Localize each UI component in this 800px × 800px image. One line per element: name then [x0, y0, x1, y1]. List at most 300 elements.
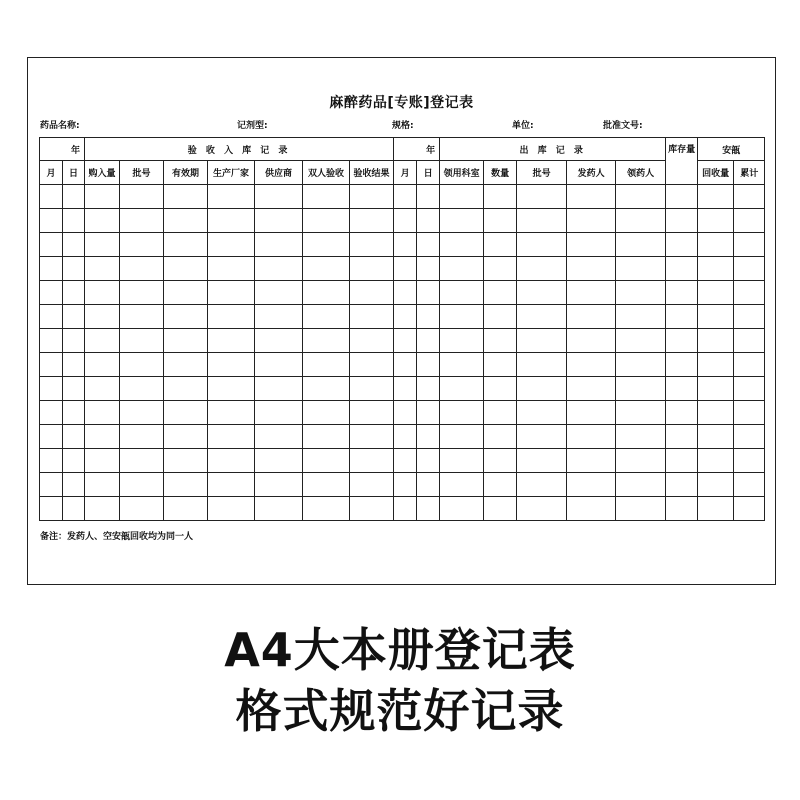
- blank-cell: [85, 329, 120, 353]
- out-year-cell: 年: [394, 138, 440, 161]
- blank-cell: [734, 377, 765, 401]
- blank-cell: [255, 377, 303, 401]
- register-form-sheet: [27, 57, 776, 585]
- blank-cell: [85, 449, 120, 473]
- blank-cell: [698, 353, 734, 377]
- blank-cell: [616, 281, 666, 305]
- blank-cell: [120, 233, 164, 257]
- drug-name-label: 药品名称:: [40, 121, 80, 131]
- out-col-batch: 批号: [517, 161, 567, 185]
- blank-cell: [440, 305, 484, 329]
- blank-cell: [63, 233, 85, 257]
- blank-cell: [85, 353, 120, 377]
- blank-cell: [303, 329, 350, 353]
- blank-cell: [164, 257, 208, 281]
- blank-cell: [734, 305, 765, 329]
- blank-cell: [303, 209, 350, 233]
- in-year-cell: 年: [40, 138, 85, 161]
- blank-cell: [567, 425, 616, 449]
- table-row: [40, 185, 765, 209]
- blank-cell: [255, 209, 303, 233]
- table-row: [40, 425, 765, 449]
- out-col-receiver: 领药人: [616, 161, 666, 185]
- blank-cell: [394, 281, 417, 305]
- table-row: [40, 329, 765, 353]
- blank-cell: [350, 377, 394, 401]
- blank-cell: [417, 401, 440, 425]
- table-row: [40, 353, 765, 377]
- blank-cell: [440, 281, 484, 305]
- blank-cell: [484, 305, 517, 329]
- blank-cell: [350, 185, 394, 209]
- blank-cell: [208, 281, 255, 305]
- blank-cell: [417, 233, 440, 257]
- blank-cell: [350, 281, 394, 305]
- blank-cell: [440, 449, 484, 473]
- blank-cell: [616, 305, 666, 329]
- blank-cell: [208, 185, 255, 209]
- blank-cell: [350, 449, 394, 473]
- blank-cell: [350, 473, 394, 497]
- blank-cell: [666, 353, 698, 377]
- blank-cell: [417, 377, 440, 401]
- out-col-dispenser: 发药人: [567, 161, 616, 185]
- blank-cell: [164, 497, 208, 521]
- blank-cell: [40, 281, 63, 305]
- blank-cell: [698, 305, 734, 329]
- blank-cell: [698, 185, 734, 209]
- blank-cell: [208, 449, 255, 473]
- out-col-month: 月: [394, 161, 417, 185]
- blank-cell: [567, 257, 616, 281]
- blank-cell: [567, 233, 616, 257]
- blank-cell: [63, 185, 85, 209]
- in-col-expiry: 有效期: [164, 161, 208, 185]
- blank-cell: [120, 425, 164, 449]
- blank-cell: [120, 281, 164, 305]
- blank-cell: [63, 257, 85, 281]
- blank-cell: [616, 497, 666, 521]
- blank-cell: [164, 329, 208, 353]
- blank-cell: [63, 329, 85, 353]
- blank-cell: [164, 185, 208, 209]
- blank-cell: [567, 497, 616, 521]
- blank-cell: [40, 449, 63, 473]
- blank-cell: [517, 233, 567, 257]
- blank-cell: [120, 305, 164, 329]
- blank-cell: [567, 401, 616, 425]
- blank-cell: [394, 449, 417, 473]
- out-col-department: 领用科室: [440, 161, 484, 185]
- blank-cell: [698, 257, 734, 281]
- blank-cell: [517, 257, 567, 281]
- blank-cell: [440, 209, 484, 233]
- blank-cell: [394, 329, 417, 353]
- blank-cell: [567, 377, 616, 401]
- blank-cell: [85, 377, 120, 401]
- blank-cell: [394, 305, 417, 329]
- blank-cell: [567, 185, 616, 209]
- approval-no-label: 批准文号:: [603, 121, 643, 131]
- blank-cell: [734, 233, 765, 257]
- blank-cell: [120, 497, 164, 521]
- blank-cell: [734, 281, 765, 305]
- blank-cell: [567, 329, 616, 353]
- blank-cell: [164, 449, 208, 473]
- register-table: [39, 137, 765, 521]
- blank-cell: [303, 185, 350, 209]
- blank-cell: [616, 353, 666, 377]
- blank-cell: [616, 401, 666, 425]
- blank-cell: [394, 209, 417, 233]
- blank-cell: [417, 209, 440, 233]
- blank-cell: [255, 425, 303, 449]
- blank-cell: [85, 257, 120, 281]
- out-section-title: 出 库 记 录: [440, 138, 666, 161]
- blank-cell: [734, 425, 765, 449]
- blank-cell: [350, 401, 394, 425]
- unit-label: 单位:: [512, 121, 534, 131]
- blank-cell: [417, 449, 440, 473]
- blank-cell: [40, 233, 63, 257]
- blank-cell: [698, 449, 734, 473]
- in-col-supplier: 供应商: [255, 161, 303, 185]
- table-row: [40, 209, 765, 233]
- blank-cell: [208, 401, 255, 425]
- ampoule-col-recovered: 回收量: [698, 161, 734, 185]
- blank-cell: [85, 425, 120, 449]
- blank-cell: [394, 497, 417, 521]
- blank-cell: [85, 185, 120, 209]
- blank-cell: [567, 209, 616, 233]
- blank-cell: [255, 185, 303, 209]
- blank-cell: [417, 257, 440, 281]
- blank-cell: [666, 425, 698, 449]
- blank-cell: [350, 353, 394, 377]
- blank-cell: [208, 329, 255, 353]
- blank-cell: [255, 281, 303, 305]
- blank-cell: [120, 353, 164, 377]
- table-row: [40, 377, 765, 401]
- blank-cell: [666, 473, 698, 497]
- blank-cell: [666, 257, 698, 281]
- blank-cell: [208, 473, 255, 497]
- out-col-day: 日: [417, 161, 440, 185]
- blank-cell: [484, 425, 517, 449]
- blank-cell: [208, 257, 255, 281]
- blank-cell: [350, 209, 394, 233]
- blank-cell: [666, 401, 698, 425]
- blank-cell: [255, 329, 303, 353]
- dosage-form-label: 记剂型:: [237, 121, 268, 131]
- blank-cell: [517, 281, 567, 305]
- blank-cell: [616, 185, 666, 209]
- blank-cell: [164, 425, 208, 449]
- blank-cell: [40, 473, 63, 497]
- blank-cell: [120, 473, 164, 497]
- blank-cell: [484, 233, 517, 257]
- blank-cell: [63, 449, 85, 473]
- spec-label: 规格:: [392, 121, 414, 131]
- blank-cell: [208, 353, 255, 377]
- table-row: [40, 305, 765, 329]
- in-col-manufacturer: 生产厂家: [208, 161, 255, 185]
- blank-cell: [616, 329, 666, 353]
- blank-cell: [484, 209, 517, 233]
- blank-cell: [40, 425, 63, 449]
- blank-cell: [303, 233, 350, 257]
- blank-cell: [666, 185, 698, 209]
- blank-cell: [63, 425, 85, 449]
- blank-cell: [440, 473, 484, 497]
- blank-cell: [440, 497, 484, 521]
- table-row: [40, 401, 765, 425]
- blank-cell: [440, 257, 484, 281]
- blank-cell: [85, 305, 120, 329]
- blank-cell: [666, 377, 698, 401]
- blank-cell: [734, 401, 765, 425]
- blank-cell: [63, 305, 85, 329]
- blank-cell: [484, 281, 517, 305]
- blank-cell: [517, 329, 567, 353]
- blank-cell: [85, 497, 120, 521]
- blank-cell: [255, 233, 303, 257]
- blank-cell: [666, 233, 698, 257]
- blank-cell: [255, 497, 303, 521]
- blank-cell: [164, 305, 208, 329]
- blank-cell: [734, 257, 765, 281]
- blank-cell: [616, 473, 666, 497]
- blank-cell: [255, 473, 303, 497]
- blank-cell: [40, 401, 63, 425]
- blank-cell: [484, 185, 517, 209]
- blank-cell: [440, 377, 484, 401]
- blank-cell: [164, 233, 208, 257]
- blank-cell: [63, 497, 85, 521]
- blank-cell: [698, 329, 734, 353]
- blank-cell: [484, 329, 517, 353]
- blank-cell: [394, 473, 417, 497]
- blank-cell: [734, 329, 765, 353]
- blank-cell: [208, 209, 255, 233]
- blank-cell: [303, 281, 350, 305]
- blank-cell: [164, 353, 208, 377]
- table-row: [40, 257, 765, 281]
- table-row: [40, 233, 765, 257]
- caption-line-1: A4大本册登记表: [224, 623, 576, 677]
- blank-cell: [40, 305, 63, 329]
- blank-cell: [350, 233, 394, 257]
- blank-cell: [517, 473, 567, 497]
- blank-cell: [698, 233, 734, 257]
- blank-cell: [417, 329, 440, 353]
- blank-cell: [440, 401, 484, 425]
- blank-cell: [666, 281, 698, 305]
- blank-cell: [417, 305, 440, 329]
- blank-cell: [120, 329, 164, 353]
- blank-cell: [698, 281, 734, 305]
- in-col-batch: 批号: [120, 161, 164, 185]
- blank-cell: [616, 257, 666, 281]
- blank-cell: [40, 209, 63, 233]
- blank-cell: [164, 209, 208, 233]
- blank-cell: [417, 281, 440, 305]
- blank-cell: [440, 233, 484, 257]
- blank-cell: [440, 425, 484, 449]
- blank-cell: [484, 449, 517, 473]
- blank-cell: [303, 425, 350, 449]
- blank-cell: [734, 185, 765, 209]
- blank-cell: [417, 185, 440, 209]
- blank-cell: [698, 401, 734, 425]
- blank-cell: [616, 233, 666, 257]
- blank-cell: [350, 329, 394, 353]
- blank-cell: [120, 377, 164, 401]
- blank-cell: [734, 449, 765, 473]
- blank-cell: [85, 281, 120, 305]
- blank-cell: [63, 281, 85, 305]
- in-col-double-check: 双人验收: [303, 161, 350, 185]
- blank-cell: [303, 401, 350, 425]
- blank-cell: [394, 425, 417, 449]
- blank-cell: [567, 281, 616, 305]
- blank-cell: [517, 353, 567, 377]
- blank-cell: [303, 305, 350, 329]
- blank-cell: [394, 185, 417, 209]
- blank-cell: [698, 209, 734, 233]
- blank-cell: [484, 377, 517, 401]
- blank-cell: [616, 377, 666, 401]
- blank-cell: [567, 305, 616, 329]
- blank-cell: [394, 401, 417, 425]
- blank-cell: [440, 353, 484, 377]
- blank-cell: [303, 473, 350, 497]
- blank-cell: [484, 473, 517, 497]
- blank-cell: [698, 497, 734, 521]
- blank-cell: [350, 257, 394, 281]
- blank-cell: [85, 401, 120, 425]
- blank-cell: [120, 209, 164, 233]
- blank-cell: [85, 209, 120, 233]
- blank-cell: [734, 473, 765, 497]
- blank-cell: [255, 257, 303, 281]
- blank-cell: [484, 401, 517, 425]
- blank-cell: [666, 449, 698, 473]
- blank-cell: [517, 449, 567, 473]
- blank-cell: [666, 209, 698, 233]
- blank-cell: [63, 401, 85, 425]
- blank-cell: [484, 257, 517, 281]
- in-col-day: 日: [63, 161, 85, 185]
- blank-cell: [616, 449, 666, 473]
- blank-cell: [698, 473, 734, 497]
- blank-cell: [567, 449, 616, 473]
- blank-cell: [120, 449, 164, 473]
- blank-cell: [255, 353, 303, 377]
- blank-cell: [440, 185, 484, 209]
- in-col-qty: 购入量: [85, 161, 120, 185]
- blank-cell: [40, 497, 63, 521]
- blank-cell: [40, 377, 63, 401]
- in-col-result: 验收结果: [350, 161, 394, 185]
- blank-cell: [567, 353, 616, 377]
- table-row: [40, 281, 765, 305]
- blank-cell: [517, 425, 567, 449]
- blank-cell: [517, 401, 567, 425]
- in-col-month: 月: [40, 161, 63, 185]
- blank-cell: [208, 425, 255, 449]
- blank-cell: [417, 425, 440, 449]
- blank-cell: [85, 473, 120, 497]
- blank-cell: [303, 377, 350, 401]
- ampoule-header: 安瓿: [698, 138, 765, 161]
- blank-cell: [484, 497, 517, 521]
- table-row: [40, 497, 765, 521]
- blank-cell: [698, 425, 734, 449]
- blank-cell: [666, 497, 698, 521]
- blank-cell: [208, 305, 255, 329]
- blank-cell: [734, 209, 765, 233]
- blank-cell: [517, 305, 567, 329]
- blank-cell: [208, 377, 255, 401]
- blank-cell: [440, 329, 484, 353]
- blank-cell: [40, 353, 63, 377]
- blank-cell: [417, 497, 440, 521]
- blank-cell: [616, 425, 666, 449]
- blank-cell: [40, 329, 63, 353]
- blank-cell: [164, 281, 208, 305]
- blank-cell: [417, 473, 440, 497]
- blank-cell: [255, 401, 303, 425]
- blank-cell: [567, 473, 616, 497]
- blank-cell: [255, 305, 303, 329]
- blank-cell: [517, 497, 567, 521]
- blank-cell: [85, 233, 120, 257]
- form-note: 备注：发药人、空安瓿回收均为同一人: [40, 532, 194, 542]
- blank-cell: [517, 209, 567, 233]
- blank-cell: [208, 497, 255, 521]
- blank-cell: [303, 449, 350, 473]
- blank-cell: [303, 497, 350, 521]
- blank-cell: [698, 377, 734, 401]
- blank-cell: [120, 185, 164, 209]
- blank-cell: [517, 185, 567, 209]
- blank-cell: [120, 401, 164, 425]
- blank-cell: [164, 401, 208, 425]
- out-col-qty: 数量: [484, 161, 517, 185]
- blank-cell: [303, 257, 350, 281]
- blank-cell: [394, 353, 417, 377]
- blank-cell: [255, 449, 303, 473]
- blank-cell: [63, 353, 85, 377]
- blank-cell: [394, 233, 417, 257]
- blank-cell: [666, 305, 698, 329]
- caption-line-2: 格式规范好记录: [235, 684, 565, 738]
- blank-cell: [120, 257, 164, 281]
- blank-cell: [40, 185, 63, 209]
- blank-cell: [734, 497, 765, 521]
- blank-cell: [40, 257, 63, 281]
- blank-cell: [350, 497, 394, 521]
- blank-cell: [666, 329, 698, 353]
- blank-cell: [164, 377, 208, 401]
- blank-cell: [734, 353, 765, 377]
- blank-cell: [616, 209, 666, 233]
- in-section-title: 验 收 入 库 记 录: [85, 138, 394, 161]
- ampoule-col-cumulative: 累计: [734, 161, 765, 185]
- blank-cell: [208, 233, 255, 257]
- table-row: [40, 449, 765, 473]
